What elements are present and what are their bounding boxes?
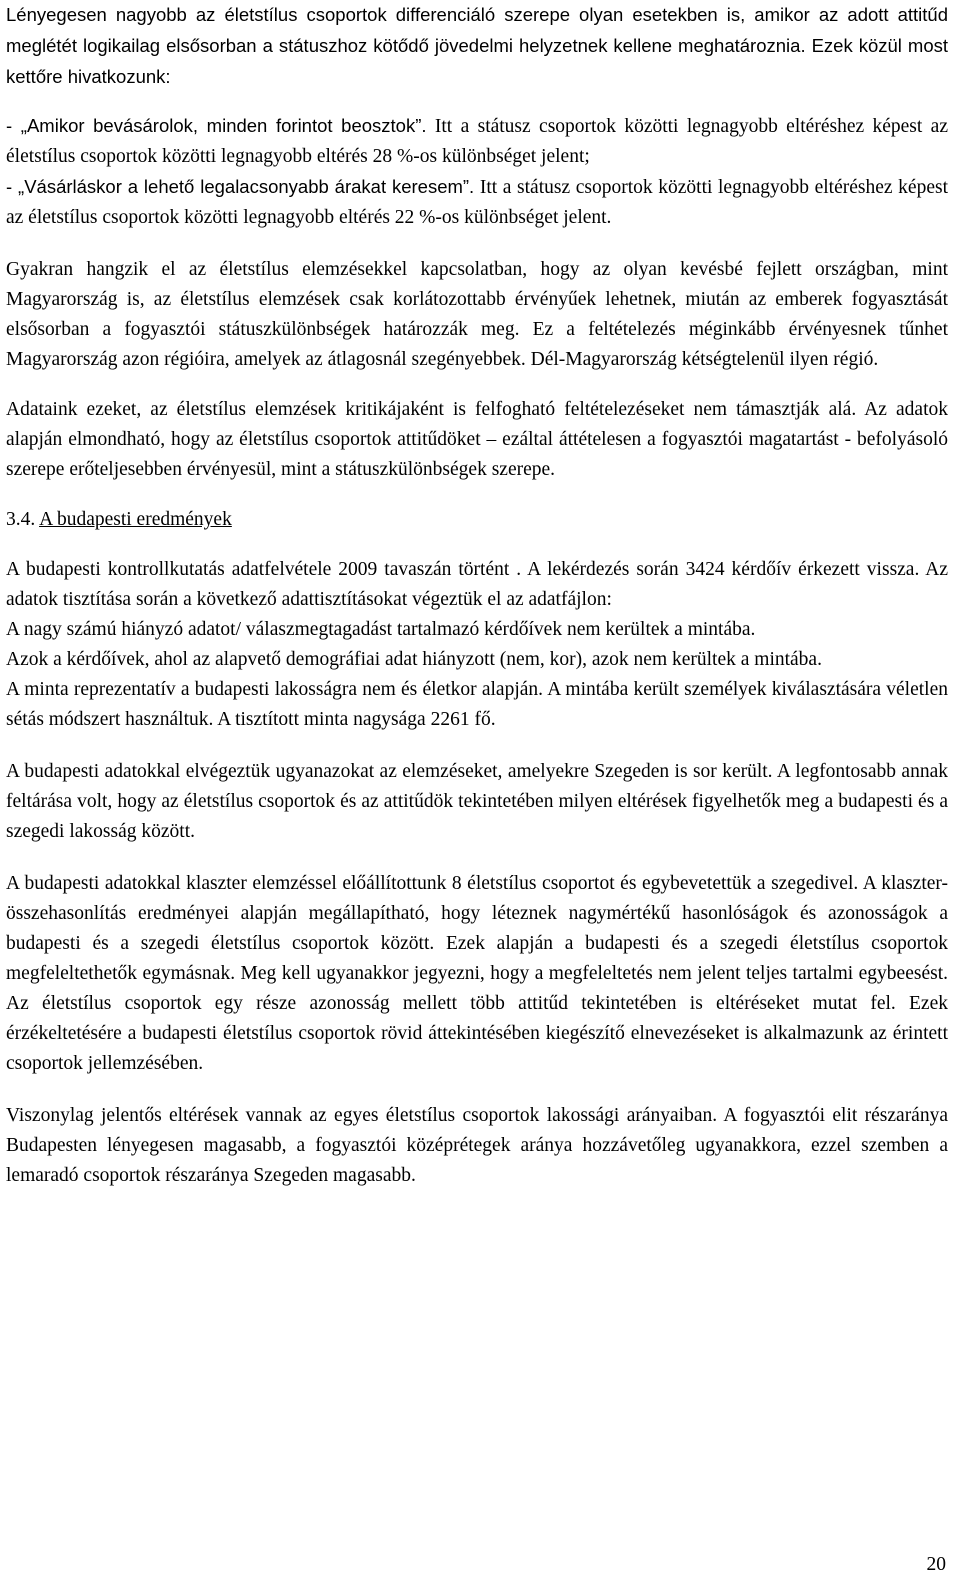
paragraph-intro — [6, 0, 948, 93]
intro-sans-text: Lényegesen nagyobb az életstílus csoportok differenciáló szerepe olyan esetekben is, amikor az adott attitűd meglétét logikailag elsősorban a státuszhoz kötődő jövedelmi helyzetnek kellene meghatároznia. — [6, 4, 948, 56]
list-item-shopping-budget — [6, 111, 948, 172]
list-item-2-quote: - „Vásárláskor a lehető legalacsonyabb árakat keresem”. — [6, 176, 475, 197]
paragraph-data-conclusion: Adataink ezeket, az életstílus elemzések kritikájaként is felfogható feltételezéseket nem támasztják alá. Az adatok alapján elmondható, hogy az életstílus csoportok attitűdöket – ezáltal áttételesen a fogyasztói magatartást - befolyásoló szerepe erőteljesebben érvényesül, mint a státuszkülönbségek szerepe. — [6, 399, 948, 480]
list-item-1-text: Itt a státusz csoportok közötti legnagyobb eltéréshez képest az életstílus csoportok közötti legnagyobb eltérés 28 %-os különbséget jelent; — [6, 116, 948, 167]
intro-serif-text: Ezek közül most kettőre hivatkozunk: — [6, 35, 948, 87]
paragraph-budapest-analysis: A budapesti adatokkal elvégeztük ugyanazokat az elemzéseket, amelyekre Szegeden is sor került. A legfontosabb annak feltárása volt, hogy az életstílus csoportok és az attitűdök tekintetében milyen eltérések figyelhetők meg a budapesti és a szegedi lakosság között. — [6, 761, 948, 842]
list-item-1-quote: - „Amikor bevásárolok, minden forintot beosztok”. — [6, 115, 427, 136]
page-number: 20 — [926, 1554, 946, 1575]
paragraph-lifestyle-criticism: Gyakran hangzik el az életstílus elemzésekkel kapcsolatban, hogy az olyan kevésbé fejlett országban, mint Magyarország is, az életstílus elemzések csak korlátozottabb érvényűek lehetnek, miután az emberek fogyasztását elsősorban a fogyasztói státuszkülönbségek határozzák meg. Ez a feltételezés méginkább érvényesnek tűnhet Magyarország azon régióira, amelyek az átlagosnál szegényebbek. Dél-Magyarország kétségtelenül ilyen régió. — [6, 259, 948, 370]
document-page — [6, 0, 948, 1191]
section-heading — [6, 505, 948, 535]
paragraph-sample: A minta reprezentatív a budapesti lakosságra nem és életkor alapján. A mintába került személyek kiválasztására véletlen sétás módszert használtuk. A tisztított minta nagysága 2261 fő. — [6, 679, 948, 730]
paragraph-group-proportions: Viszonylag jelentős eltérések vannak az egyes életstílus csoportok lakossági arányaiban. A fogyasztói elit részaránya Budapesten lényegesen magasabb, a fogyasztói középrétegek aránya hozzávetőleg ugyanakkora, ezzel szemben a lemaradó csoportok részaránya Szegeden magasabb. — [6, 1105, 948, 1186]
cleaning-step-1: A nagy számú hiányzó adatot/ válaszmegtagadást tartalmazó kérdőívek nem kerültek a mintába. — [6, 619, 756, 640]
section-title: A budapesti eredmények — [39, 509, 232, 530]
paragraph-budapest-survey: A budapesti kontrollkutatás adatfelvétele 2009 tavaszán történt . A lekérdezés során 3424 kérdőív érkezett vissza. Az adatok tisztítása során a következő adattisztításokat végeztük el az adatfájlon: — [6, 559, 948, 610]
list-item-lowest-prices — [6, 172, 948, 233]
section-number: 3.4. — [6, 509, 36, 530]
list-item-2-text: Itt a státusz csoportok közötti legnagyobb eltéréshez képest az életstílus csoportok közötti legnagyobb eltérés 22 %-os különbséget jelent. — [6, 177, 948, 228]
paragraph-cluster-analysis: A budapesti adatokkal klaszter elemzéssel előállítottunk 8 életstílus csoportot és egybevetettük a szegedivel. A klaszter-összehasonlítás eredményei alapján megállapítható, hogy léteznek nagymértékű hasonlóságok és azonosságok a budapesti és a szegedi életstílus csoportok között. Ezek alapján a budapesti és a szegedi életstílus csoportok megfeleltethetők egymásnak. Meg kell ugyanakkor jegyezni, hogy a megfeleltetés nem jelent teljes tartalmi egybeesést. Az életstílus csoportok egy része azonosság mellett több attitűd tekintetében is eltéréseket mutat fel. Ezek érzékeltetésére a budapesti életstílus csoportok rövid áttekintésében kiegészítő elnevezéseket is alkalmazunk az érintett csoportok jellemzésében. — [6, 873, 948, 1074]
cleaning-step-2: Azok a kérdőívek, ahol az alapvető demográfiai adat hiányzott (nem, kor), azok nem kerültek a mintába. — [6, 649, 822, 670]
